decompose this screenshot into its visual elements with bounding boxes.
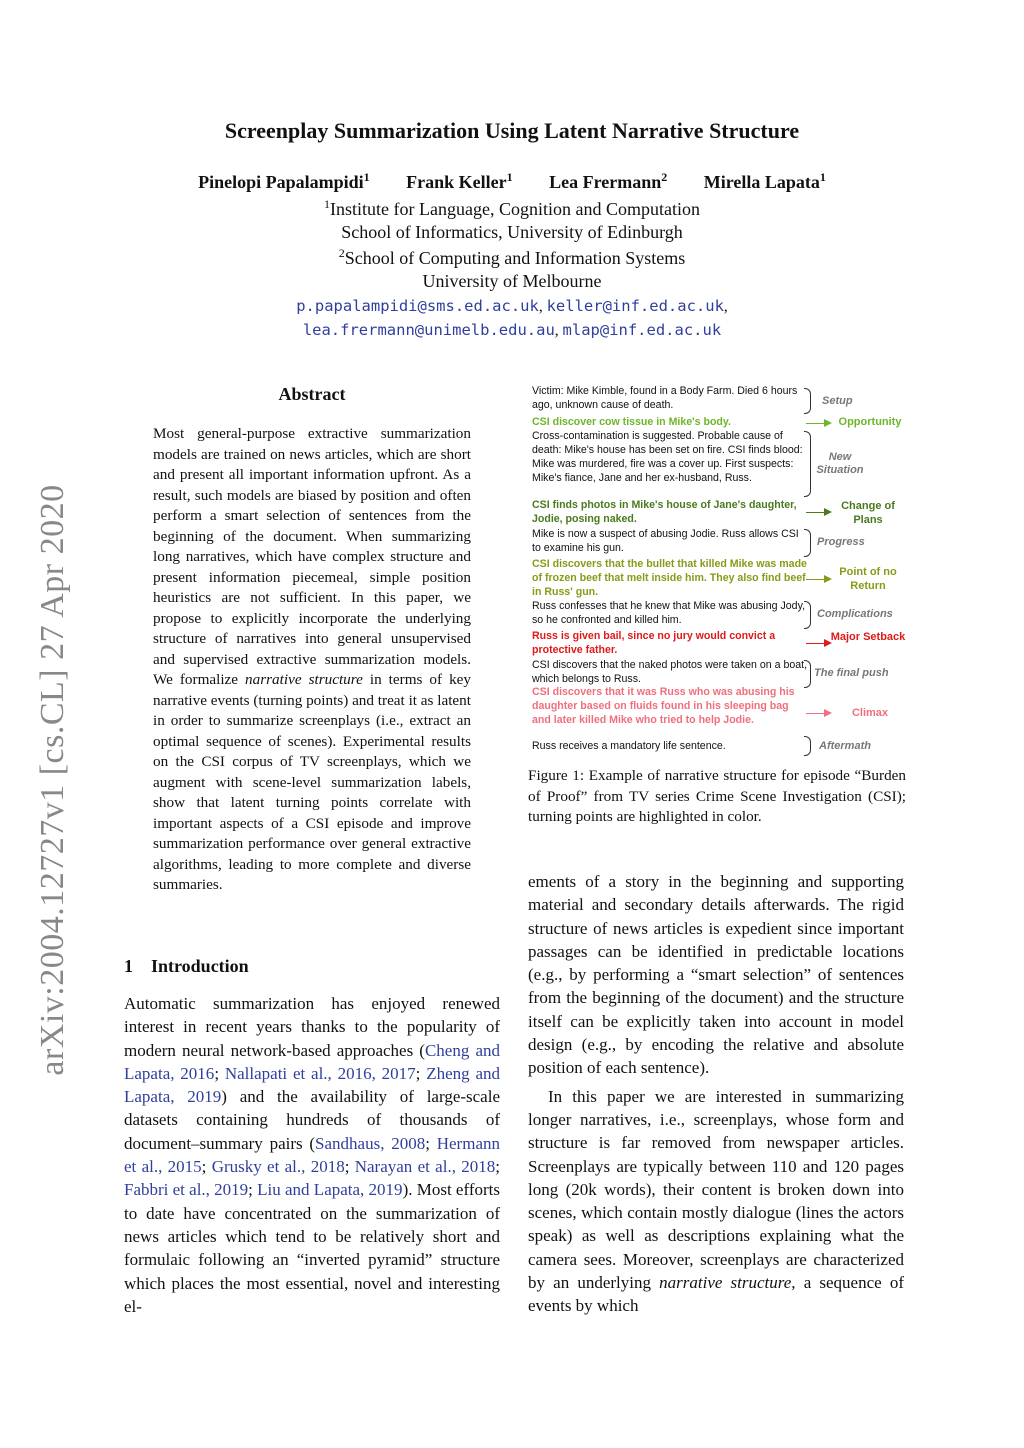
author-list: [0, 170, 1024, 193]
brace: [804, 529, 811, 557]
citation-link[interactable]: Hermann et al., 2015: [124, 1133, 500, 1177]
event-text-turning-point: Russ is given bail, since no jury would convict a protective father.: [532, 630, 776, 656]
email-line-1: p.papalampidi@sms.ed.ac.uk, keller@inf.ed.ac.uk,: [296, 297, 728, 315]
email-link[interactable]: keller@inf.ed.ac.uk: [546, 297, 724, 315]
event-text: Russ confesses that he knew that Mike was abusing Jody, so he confronted and killed him.: [532, 600, 806, 626]
arxiv-id: arXiv:2004.12727v1 [cs.CL] 27 Apr 2020: [34, 484, 71, 1076]
arrow-icon: [806, 512, 830, 513]
stage-label: Aftermath: [819, 740, 871, 752]
brace: [804, 736, 811, 756]
brace: [804, 660, 811, 688]
section-heading-introduction: 1 Introduction: [124, 956, 249, 976]
event-text: CSI discovers that the naked photos were taken on a boat, which belongs to Russ.: [532, 659, 808, 685]
arrow-icon: [806, 643, 830, 644]
author: Mirella Lapata$^1$: [703, 170, 826, 192]
abstract-text: Most general-purpose extractive summarization models are trained on news articles, which are short and present all important information upfront. As a result, such models are biased by position and often perform a smart selection of sentences from the beginning of the document. When summarizing long narratives, which have complex structure and present information piecemeal, simple position heuristics are not sufficient. In this paper, we propose to explicitly incorporate the underlying structure of narratives into general unsupervised and supervised extractive summarization models. We formalize narrative structure in terms of key narrative events (turning points) and treat it as latent in order to summarize screenplays (i.e., extract an optimal sequence of scenes). Experimental results on the CSI corpus of TV screenplays, which we augment with scene-level summarization labels, show that latent turning points correlate with important aspects of a CSI episode and improve summarization performance over general extractive algorithms, leading to more complete and diverse summaries.: [153, 425, 471, 893]
brace: [804, 388, 811, 414]
stage-label: Progress: [817, 536, 865, 548]
paper-title: Screenplay Summarization Using Latent Narrative Structure: [224, 118, 800, 143]
email-line-2: lea.frermann@unimelb.edu.au, mlap@inf.ed.ac.uk: [302, 321, 722, 339]
turning-point-label: Opportunity: [838, 416, 902, 428]
turning-point-label: Change of Plans: [841, 500, 895, 526]
email-link[interactable]: lea.frermann@unimelb.edu.au: [302, 321, 555, 339]
paragraph: ements of a story in the beginning and supporting material and secondary details afterwards. The rigid structure of news articles is expedient since important passages can be identified in predictable locations (e.g., by performing a “smart selection” of sentences from the beginning of the document) and the structure itself can be explicitly taken into account in model design (e.g., by encoding the relative and absolute position of each sentence).: [528, 872, 904, 1078]
event-text: Victim: Mike Kimble, found in a Body Farm. Died 6 hours ago, unknown cause of death.: [532, 385, 798, 411]
right-column-text: [528, 870, 904, 1318]
author: Frank Keller$^1$: [406, 170, 513, 192]
brace: [804, 431, 811, 497]
affiliation-2-line2: University of Melbourne: [422, 271, 602, 291]
event-text-turning-point: CSI discovers that the bullet that killed Mike was made of frozen beef that melt inside him. They also find beef in Russ' gun.: [532, 558, 807, 598]
event-text-turning-point: CSI discovers that it was Russ who was abusing his daughter based on fluids found in his sleeping bag and later killed Mike who tried to help Jodie.: [532, 686, 795, 726]
affiliation-1-line2: School of Informatics, University of Edinburgh: [341, 222, 683, 242]
arrow-icon: [806, 713, 830, 714]
abstract-heading: Abstract: [278, 384, 346, 404]
event-text: Russ receives a mandatory life sentence.: [532, 740, 726, 752]
stage-label: Setup: [822, 395, 853, 407]
author: Lea Frermann$^2$: [549, 170, 668, 192]
arrow-icon: [806, 579, 830, 580]
event-text: Cross-contamination is suggested. Probable cause of death: Mike's house has been set on fire. CSI finds blood: Mike was murdered, fire was a cover up. First suspects: Mike's fiance, Jane and her ex-husband, Russ.: [532, 430, 803, 484]
citation-link[interactable]: Sandhaus, 2008: [315, 1133, 426, 1153]
affiliation-1: $^1$Institute for Language, Cognition and Computation: [324, 197, 700, 219]
paragraph: In this paper we are interested in summarizing longer narratives, i.e., screenplays, whose form and structure is far removed from newspaper articles. Screenplays are typically between 110 and 120 pages long (20k words), their content is broken down into scenes, which contain mostly dialogue (lines the actors speak) as well as descriptions explaining what the camera sees. Moreover, screenplays are characterized by an underlying narrative structure, a sequence of events by which: [528, 1086, 904, 1316]
figure-caption: Figure 1: Example of narrative structure for episode “Burden of Proof” from TV series Crime Scene Investigation (CSI); turning points are highlighted in color.: [528, 767, 906, 825]
author: Pinelopi Papalampidi$^1$: [198, 170, 370, 192]
stage-label: The final push: [814, 667, 889, 679]
arxiv-sidebar-stamp: [18, 470, 88, 1090]
turning-point-label: Point of no Return: [839, 566, 897, 592]
email-link[interactable]: p.papalampidi@sms.ed.ac.uk: [296, 297, 539, 315]
turning-point-label: Major Setback: [830, 631, 906, 643]
citation-link[interactable]: Narayan et al., 2018: [354, 1157, 496, 1177]
event-text-turning-point: CSI discover cow tissue in Mike's body.: [532, 416, 731, 428]
email-link[interactable]: mlap@inf.ed.ac.uk: [562, 321, 722, 339]
citation-link[interactable]: Nallapati et al., 2016, 2017: [224, 1063, 416, 1083]
citation-link[interactable]: Fabbri et al., 2019: [124, 1180, 249, 1200]
citation-link[interactable]: Liu and Lapata, 2019: [257, 1180, 403, 1200]
citation-link[interactable]: Zheng and Lapata, 2019: [124, 1063, 500, 1107]
figure-narrative-structure: [528, 385, 908, 760]
stage-label: Complications: [817, 608, 893, 620]
affiliation-2: $^2$School of Computing and Information Systems: [338, 246, 686, 268]
turning-point-label: Climax: [851, 707, 889, 719]
event-text-turning-point: CSI finds photos in Mike's house of Jane's daughter, Jodie, posing naked.: [532, 499, 797, 525]
brace: [804, 601, 811, 629]
stage-label: New Situation: [816, 451, 864, 476]
arrow-icon: [806, 423, 830, 424]
intro-paragraph: Automatic summarization has enjoyed renewed interest in recent years thanks to the popularity of modern neural network-based approaches (Cheng and Lapata, 2016; Nallapati et al., 2016, 2017; Zheng and Lapata, 2019) and the availability of large-scale datasets containing hundreds of thousands of document–summary pairs (Sandhaus, 2008; Hermann et al., 2015; Grusky et al., 2018; Narayan et al., 2018; Fabbri et al., 2019; Liu and Lapata, 2019). Most efforts to date have concentrated on the summarization of news articles which tend to be relatively short and formulaic following an “inverted pyramid” structure which places the most essential, novel and interesting el-: [124, 994, 500, 1316]
citation-link[interactable]: Grusky et al., 2018: [211, 1157, 345, 1177]
event-text: Mike is now a suspect of abusing Jodie. Russ allows CSI to examine his gun.: [532, 528, 799, 554]
citation-link[interactable]: Cheng and Lapata, 2016: [124, 1040, 500, 1083]
